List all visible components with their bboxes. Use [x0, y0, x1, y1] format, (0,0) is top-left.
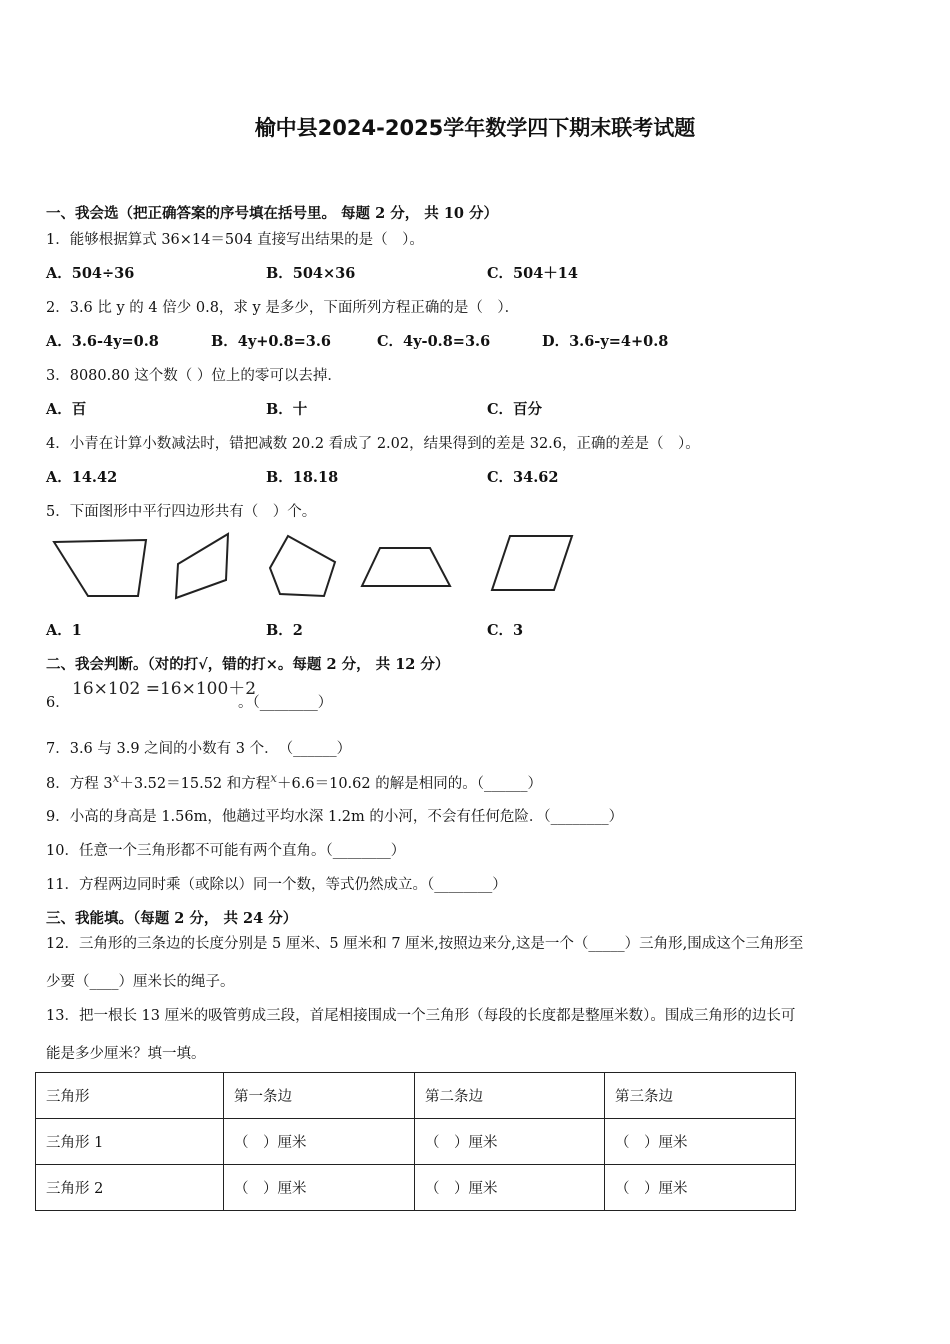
- q4-option-c[interactable]: C．34.62: [487, 469, 559, 486]
- q1-option-b[interactable]: B．504×36: [266, 265, 356, 282]
- q8-part-a: 8．方程 3: [46, 775, 113, 792]
- table-answer-cell[interactable]: （ ）厘米: [415, 1165, 605, 1211]
- question-1: 1．能够根据算式 36×14＝504 直接写出结果的是（ ）。: [46, 232, 424, 248]
- table-row: [36, 1119, 796, 1165]
- q2-option-b[interactable]: B．4y+0.8=3.6: [211, 333, 332, 350]
- table-header-cell: 第三条边: [605, 1073, 796, 1119]
- table-answer-cell[interactable]: （ ）厘米: [224, 1165, 415, 1211]
- q4-option-a[interactable]: A．14.42: [46, 469, 118, 486]
- q8-part-c: ＋6.6＝10.62 的解是相同的。（______）: [277, 775, 542, 792]
- shape-pentagon: [270, 536, 335, 596]
- shape-trapezoid-irregular: [54, 540, 146, 596]
- q5-option-b[interactable]: B．2: [266, 622, 303, 639]
- q5-option-c[interactable]: C．3: [487, 622, 524, 639]
- table-answer-cell[interactable]: （ ）厘米: [605, 1165, 796, 1211]
- question-11: 11．方程两边同时乘（或除以）同一个数，等式仍然成立。（________）: [46, 877, 507, 893]
- question-4: 4．小青在计算小数减法时，错把减数 20.2 看成了 2.02，结果得到的差是 32.6，正确的差是（ ）。: [46, 436, 700, 452]
- q4-option-b[interactable]: B．18.18: [266, 469, 339, 486]
- q2-option-d[interactable]: D．3.6-y=4+0.8: [542, 333, 669, 350]
- shape-parallelogram-narrow: [176, 534, 228, 598]
- table-header-cell: 第一条边: [224, 1073, 415, 1119]
- question-10: 10．任意一个三角形都不可能有两个直角。（________）: [46, 843, 406, 859]
- question-3: 3．8080.80 这个数（ ）位上的零可以去掉．: [46, 368, 342, 384]
- question-13-line-2: 能是多少厘米？填一填。: [46, 1046, 206, 1062]
- question-6-blank[interactable]: 。（________）: [238, 695, 333, 711]
- table-header-row: [36, 1073, 796, 1119]
- q1-option-a[interactable]: A．504÷36: [46, 265, 135, 282]
- table-row-label: 三角形 2: [36, 1165, 224, 1211]
- question-12-line-1: 12．三角形的三条边的长度分别是 5 厘米、5 厘米和 7 厘米,按照边来分,这是一个（_____）三角形,围成这个三角形至: [46, 936, 804, 952]
- q1-option-c[interactable]: C．504＋14: [487, 265, 578, 282]
- table-header-cell: 三角形: [36, 1073, 224, 1119]
- table-row: [36, 1165, 796, 1211]
- q3-option-a[interactable]: A．百: [46, 401, 87, 418]
- page-title: 榆中县2024-2025学年数学四下期末联考试题: [254, 116, 696, 140]
- q2-option-c[interactable]: C．4y-0.8=3.6: [377, 333, 491, 350]
- q8-part-b: ＋3.52＝15.52 和方程: [119, 775, 271, 792]
- q3-option-c[interactable]: C．百分: [487, 401, 543, 418]
- table-header-cell: 第二条边: [415, 1073, 605, 1119]
- q5-option-a[interactable]: A．1: [46, 622, 82, 639]
- q8-variable-1: x: [112, 771, 120, 785]
- quadrilateral-figures: [40, 528, 600, 608]
- question-9: 9．小高的身高是 1.56m，他趟过平均水深 1.2m 的小河，不会有任何危险．（________）: [46, 809, 624, 825]
- question-13-line-1: 13．把一根长 13 厘米的吸管剪成三段，首尾相接围成一个三角形（每段的长度都是整厘米数）。围成三角形的边长可: [46, 1008, 796, 1024]
- q3-option-b[interactable]: B．十: [266, 401, 308, 418]
- question-6-number: 6．: [46, 695, 70, 711]
- question-12-line-2: 少要（____）厘米长的绳子。: [46, 974, 235, 990]
- question-2: 2．3.6 比 y 的 4 倍少 0.8，求 y 是多少，下面所列方程正确的是（ ）．: [46, 300, 520, 316]
- table-row-label: 三角形 1: [36, 1119, 224, 1165]
- shape-trapezoid: [362, 548, 450, 586]
- q8-variable-2: x: [270, 771, 278, 785]
- shape-parallelogram: [492, 536, 572, 590]
- table-answer-cell[interactable]: （ ）厘米: [415, 1119, 605, 1165]
- table-answer-cell[interactable]: （ ）厘米: [224, 1119, 415, 1165]
- section-3-heading: 三、我能填。（每题 2 分， 共 24 分）: [46, 910, 298, 927]
- q2-option-a[interactable]: A．3.6-4y=0.8: [46, 333, 159, 350]
- section-1-heading: 一、我会选（把正确答案的序号填在括号里。 每题 2 分， 共 10 分）: [46, 205, 499, 222]
- question-6-equation: 16×102 =16×100＋2: [72, 679, 257, 699]
- triangle-sides-table: [35, 1072, 796, 1211]
- table-answer-cell[interactable]: （ ）厘米: [605, 1119, 796, 1165]
- question-8: [46, 771, 542, 793]
- question-7: 7．3.6 与 3.9 之间的小数有 3 个． （______）: [46, 741, 352, 757]
- section-2-heading: 二、我会判断。（对的打√，错的打×。每题 2 分， 共 12 分）: [46, 656, 450, 673]
- question-5: 5．下面图形中平行四边形共有（ ）个。: [46, 504, 317, 520]
